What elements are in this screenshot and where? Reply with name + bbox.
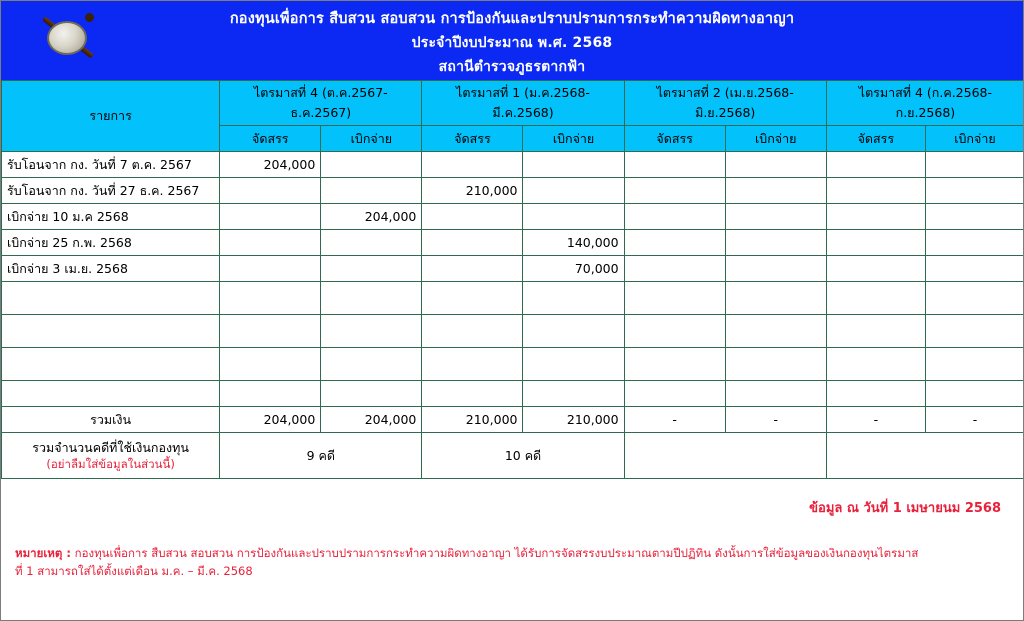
- cell-value: [523, 381, 624, 407]
- total-value: 210,000: [523, 407, 624, 433]
- cell-value: [422, 348, 523, 381]
- row-label: [2, 315, 220, 348]
- cell-value: [725, 348, 826, 381]
- cell-value: [624, 256, 725, 282]
- cell-value: [725, 204, 826, 230]
- case-count-q3: [624, 433, 826, 479]
- cell-value: [220, 230, 321, 256]
- cell-value: [925, 381, 1024, 407]
- row-label: [2, 381, 220, 407]
- cell-value: [220, 381, 321, 407]
- cell-value: 70,000: [523, 256, 624, 282]
- cell-value: [624, 178, 725, 204]
- case-count-q4: [826, 433, 1024, 479]
- cell-value: [220, 315, 321, 348]
- subcolumn-disbursed-q1: เบิกจ่าย: [321, 126, 422, 152]
- cell-value: [523, 204, 624, 230]
- cell-value: 204,000: [321, 204, 422, 230]
- cell-value: [422, 256, 523, 282]
- row-label: [2, 282, 220, 315]
- table-row: [2, 315, 1024, 348]
- subcolumn-disbursed-q4: เบิกจ่าย: [925, 126, 1024, 152]
- row-label: [2, 348, 220, 381]
- subcolumn-allocated-q2: จัดสรร: [422, 126, 523, 152]
- cell-value: [925, 315, 1024, 348]
- table-row: [2, 381, 1024, 407]
- table-row: [2, 256, 1024, 282]
- cell-value: [321, 315, 422, 348]
- cell-value: [321, 256, 422, 282]
- cell-value: [725, 381, 826, 407]
- cell-value: [321, 178, 422, 204]
- subcolumn-allocated-q4: จัดสรร: [826, 126, 925, 152]
- cell-value: [725, 152, 826, 178]
- cell-value: [624, 152, 725, 178]
- footnote-label: หมายเหตุ :: [15, 546, 71, 560]
- cell-value: [321, 282, 422, 315]
- cell-value: [925, 178, 1024, 204]
- cell-value: [826, 204, 925, 230]
- cell-value: [321, 152, 422, 178]
- total-value: -: [624, 407, 725, 433]
- cell-value: [624, 381, 725, 407]
- cell-value: [624, 315, 725, 348]
- case-count-label-text: รวมจำนวนคดีที่ใช้เงินกองทุน: [32, 439, 189, 455]
- table-header-row-quarters: [2, 81, 1024, 126]
- table-row: [2, 230, 1024, 256]
- row-label: เบิกจ่าย 25 ก.พ. 2568: [2, 230, 220, 256]
- row-label: รับโอนจาก กง. วันที่ 7 ต.ค. 2567: [2, 152, 220, 178]
- case-count-q2: 10 คดี: [422, 433, 624, 479]
- cell-value: [523, 315, 624, 348]
- cell-value: [925, 204, 1024, 230]
- cell-value: [725, 282, 826, 315]
- table-row: [2, 204, 1024, 230]
- cell-value: [321, 381, 422, 407]
- cell-value: 210,000: [422, 178, 523, 204]
- cell-value: [826, 282, 925, 315]
- total-value: 204,000: [321, 407, 422, 433]
- header-line-3: สถานีตำรวจภูธรตากฟ้า: [438, 59, 586, 75]
- subcolumn-disbursed-q3: เบิกจ่าย: [725, 126, 826, 152]
- cell-value: [523, 348, 624, 381]
- case-count-reminder: (อย่าลืมใส่ข้อมูลในส่วนนี้): [46, 456, 175, 471]
- total-value: -: [725, 407, 826, 433]
- cell-value: [422, 282, 523, 315]
- cell-value: [220, 178, 321, 204]
- total-value: -: [925, 407, 1024, 433]
- cell-value: [826, 256, 925, 282]
- cell-value: [321, 348, 422, 381]
- table-total-row: [2, 407, 1024, 433]
- cell-value: [624, 348, 725, 381]
- cell-value: [725, 315, 826, 348]
- cell-value: [826, 348, 925, 381]
- as-of-date: ข้อมูล ณ วันที่ 1 เมษายนม 2568: [809, 501, 1001, 516]
- subcolumn-allocated-q1: จัดสรร: [220, 126, 321, 152]
- case-count-label: [2, 433, 220, 479]
- cell-value: 204,000: [220, 152, 321, 178]
- cell-value: [826, 230, 925, 256]
- column-header-quarter-1: ไตรมาสที่ 4 (ต.ค.2567-ธ.ค.2567): [220, 81, 422, 126]
- cell-value: [624, 204, 725, 230]
- subcolumn-allocated-q3: จัดสรร: [624, 126, 725, 152]
- row-label: เบิกจ่าย 3 เม.ย. 2568: [2, 256, 220, 282]
- cell-value: [422, 381, 523, 407]
- cell-value: [725, 178, 826, 204]
- table-row: [2, 282, 1024, 315]
- subcolumn-disbursed-q2: เบิกจ่าย: [523, 126, 624, 152]
- footnote-text-line-1: กองทุนเพื่อการ สืบสวน สอบสวน การป้องกันและปราบปรามการกระทำความผิดทางอาญา ได้รับการจัดสรรงบประมาณตามปีปฏิทิน ดังนั้นการใส่ข้อมูลของเงินกองทุนไตรมาส: [70, 546, 919, 560]
- column-header-quarter-4: ไตรมาสที่ 4 (ก.ค.2568-ก.ย.2568): [826, 81, 1024, 126]
- cell-value: [523, 152, 624, 178]
- header-line-1: กองทุนเพื่อการ สืบสวน สอบสวน การป้องกันและปราบปรามการกระทำความผิดทางอาญา: [229, 11, 795, 27]
- cell-value: [624, 230, 725, 256]
- budget-table: [1, 80, 1024, 479]
- document-header-banner: [1, 1, 1023, 80]
- cell-value: [422, 204, 523, 230]
- cell-value: [422, 152, 523, 178]
- cell-value: [220, 282, 321, 315]
- cell-value: [220, 256, 321, 282]
- table-row: [2, 178, 1024, 204]
- case-count-q1: 9 คดี: [220, 433, 422, 479]
- cell-value: [321, 230, 422, 256]
- table-row: [2, 152, 1024, 178]
- cell-value: [523, 178, 624, 204]
- cell-value: [826, 381, 925, 407]
- footnote-text-line-2: ที่ 1 สามารถใส่ได้ตั้งแต่เดือน ม.ค. – มี.ค. 2568: [15, 564, 253, 578]
- police-seal-icon: [39, 7, 95, 71]
- total-value: 210,000: [422, 407, 523, 433]
- row-label: รับโอนจาก กง. วันที่ 27 ธ.ค. 2567: [2, 178, 220, 204]
- column-header-quarter-2: ไตรมาสที่ 1 (ม.ค.2568-มี.ค.2568): [422, 81, 624, 126]
- cell-value: 140,000: [523, 230, 624, 256]
- cell-value: [826, 178, 925, 204]
- cell-value: [624, 282, 725, 315]
- column-header-quarter-3: ไตรมาสที่ 2 (เม.ย.2568-มิ.ย.2568): [624, 81, 826, 126]
- cell-value: [826, 315, 925, 348]
- cell-value: [220, 204, 321, 230]
- cell-value: [925, 152, 1024, 178]
- cell-value: [925, 282, 1024, 315]
- row-label: เบิกจ่าย 10 ม.ค 2568: [2, 204, 220, 230]
- cell-value: [725, 230, 826, 256]
- header-line-2: ประจำปีงบประมาณ พ.ศ. 2568: [411, 35, 613, 51]
- cell-value: [826, 152, 925, 178]
- cell-value: [725, 256, 826, 282]
- total-value: -: [826, 407, 925, 433]
- total-row-label: รวมเงิน: [2, 407, 220, 433]
- cell-value: [925, 256, 1024, 282]
- cell-value: [925, 348, 1024, 381]
- cell-value: [422, 230, 523, 256]
- cell-value: [523, 282, 624, 315]
- document-footer: [1, 479, 1023, 580]
- cell-value: [925, 230, 1024, 256]
- total-value: 204,000: [220, 407, 321, 433]
- cell-value: [422, 315, 523, 348]
- cell-value: [220, 348, 321, 381]
- table-case-count-row: [2, 433, 1024, 479]
- footnote: [9, 518, 1015, 580]
- column-header-item: รายการ: [2, 81, 220, 152]
- table-row: [2, 348, 1024, 381]
